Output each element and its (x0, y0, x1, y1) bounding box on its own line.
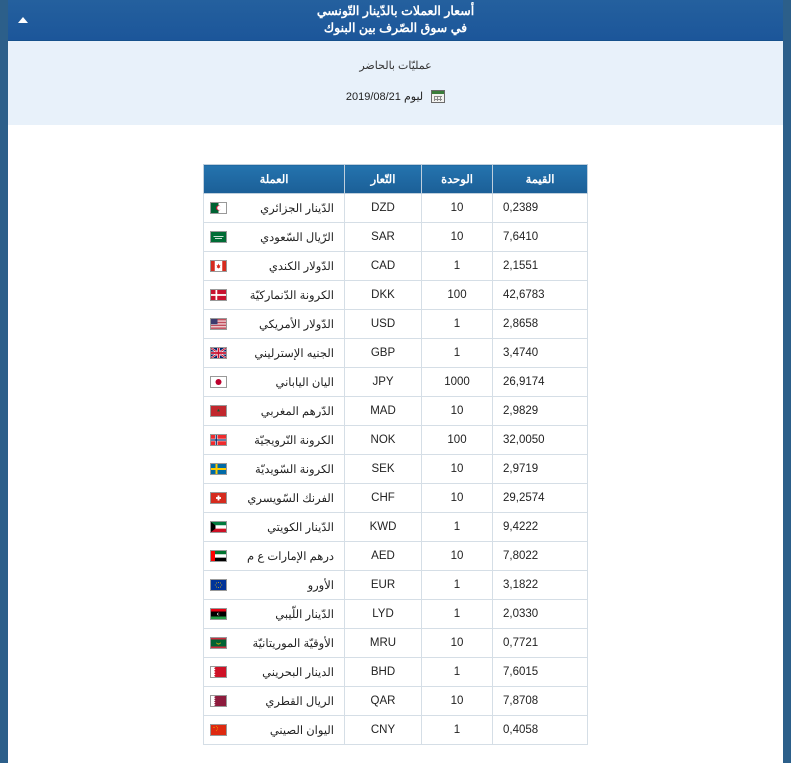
currency-label: الدّينار الكويتي (267, 522, 334, 534)
cell-currency (204, 194, 345, 223)
currency-label: الدّينار اللّيبي (275, 609, 334, 621)
currency-label: الكرونة السّويديّة (254, 464, 334, 476)
table-row (204, 426, 588, 455)
page-title-line1: أسعار العملات بالدّينار التّونسي (316, 4, 475, 19)
cell-unit: 10 (422, 629, 493, 658)
cell-unit: 100 (422, 426, 493, 455)
cell-unit: 1 (422, 310, 493, 339)
flag-bahrain-icon (210, 666, 227, 678)
cell-value: 42,6783 (493, 281, 588, 310)
cell-unit: 10 (422, 397, 493, 426)
page-title (287, 3, 504, 37)
flag-norway-icon (210, 434, 227, 446)
cell-unit: 1 (422, 339, 493, 368)
cell-unit: 10 (422, 455, 493, 484)
flag-japan-icon (210, 376, 227, 388)
cell-currency (204, 600, 345, 629)
currency-label: الدّولار الأمريكي (259, 319, 334, 331)
table-row (204, 339, 588, 368)
cell-currency (204, 484, 345, 513)
table-row (204, 716, 588, 745)
cell-value: 0,2389 (493, 194, 588, 223)
cell-code: CHF (345, 484, 422, 513)
flag-uae-icon (210, 550, 227, 562)
table-row (204, 484, 588, 513)
cell-value: 32,0050 (493, 426, 588, 455)
flag-mauritania-icon (210, 637, 227, 649)
flag-eu-icon (210, 579, 227, 591)
cell-unit: 10 (422, 484, 493, 513)
cell-code: EUR (345, 571, 422, 600)
cell-code: QAR (345, 687, 422, 716)
cell-value: 2,1551 (493, 252, 588, 281)
cell-unit: 10 (422, 194, 493, 223)
cell-currency (204, 658, 345, 687)
currency-label: درهم الإمارات ع م (247, 551, 334, 563)
cell-unit: 1 (422, 600, 493, 629)
cell-value: 2,9829 (493, 397, 588, 426)
cell-code: CNY (345, 716, 422, 745)
cell-code: MRU (345, 629, 422, 658)
cell-currency (204, 397, 345, 426)
cell-code: USD (345, 310, 422, 339)
currency-label: الدّرهم المغربي (260, 406, 334, 418)
table-row (204, 397, 588, 426)
cell-unit: 10 (422, 687, 493, 716)
cell-value: 2,0330 (493, 600, 588, 629)
flag-qatar-icon (210, 695, 227, 707)
table-row (204, 281, 588, 310)
cell-currency (204, 426, 345, 455)
cell-unit: 100 (422, 281, 493, 310)
table-row (204, 455, 588, 484)
cell-currency (204, 281, 345, 310)
table-row (204, 223, 588, 252)
info-band (8, 41, 783, 126)
flag-usa-icon (210, 318, 227, 330)
cell-code: SAR (345, 223, 422, 252)
cell-code: DZD (345, 194, 422, 223)
currency-label: الأورو (307, 580, 334, 592)
cell-currency (204, 542, 345, 571)
currency-label: اليان الياباني (275, 377, 334, 389)
cell-unit: 1 (422, 252, 493, 281)
cell-value: 7,6410 (493, 223, 588, 252)
cell-currency (204, 629, 345, 658)
flag-switzerland-icon (210, 492, 227, 504)
cell-unit: 1 (422, 658, 493, 687)
cell-currency (204, 455, 345, 484)
cell-value: 9,4222 (493, 513, 588, 542)
cell-unit: 10 (422, 223, 493, 252)
cell-currency (204, 716, 345, 745)
currency-label: الدّولار الكندي (268, 261, 334, 273)
table-row (204, 368, 588, 397)
table-row (204, 513, 588, 542)
currency-label: الجنيه الإسترليني (254, 348, 334, 360)
flag-algeria-icon (210, 202, 227, 214)
currency-label: الفرنك السّويسري (247, 493, 334, 505)
column-header-code: التّعار (345, 165, 422, 194)
cell-code: SEK (345, 455, 422, 484)
cell-value: 2,9719 (493, 455, 588, 484)
date-label: ليوم 2019/08/21 (345, 91, 424, 103)
bottom-spacer (8, 745, 783, 763)
cell-unit: 1000 (422, 368, 493, 397)
currency-label: الكرونة النّرويجيّة (254, 435, 334, 447)
cell-code: BHD (345, 658, 422, 687)
table-body (204, 194, 588, 745)
cell-currency (204, 223, 345, 252)
page-header (8, 0, 783, 41)
calendar-icon[interactable] (431, 90, 445, 103)
cell-code: MAD (345, 397, 422, 426)
table-row (204, 571, 588, 600)
flag-canada-icon (210, 260, 227, 272)
cell-value: 7,8708 (493, 687, 588, 716)
flag-sweden-icon (210, 463, 227, 475)
cell-unit: 1 (422, 571, 493, 600)
cell-value: 0,4058 (493, 716, 588, 745)
flag-uk-icon (210, 347, 227, 359)
cell-value: 29,2574 (493, 484, 588, 513)
cell-value: 7,8022 (493, 542, 588, 571)
cell-value: 26,9174 (493, 368, 588, 397)
cell-unit: 1 (422, 513, 493, 542)
table-row (204, 658, 588, 687)
column-header-value: القيمة (493, 165, 588, 194)
cell-code: JPY (345, 368, 422, 397)
cell-value: 3,4740 (493, 339, 588, 368)
main-content (8, 126, 783, 745)
currency-label: اليوان الصيني (269, 725, 334, 737)
cell-unit: 1 (422, 716, 493, 745)
flag-saudi-arabia-icon (210, 231, 227, 243)
flag-morocco-icon (210, 405, 227, 417)
currency-label: الدّينار الجزائري (260, 203, 334, 215)
cell-currency (204, 687, 345, 716)
cell-code: NOK (345, 426, 422, 455)
cell-currency (204, 368, 345, 397)
column-header-unit: الوحدة (422, 165, 493, 194)
table-header-row (204, 165, 588, 194)
cell-unit: 10 (422, 542, 493, 571)
cell-code: KWD (345, 513, 422, 542)
column-header-currency: العملة (204, 165, 345, 194)
table-row (204, 629, 588, 658)
flag-denmark-icon (210, 289, 227, 301)
table-row (204, 310, 588, 339)
cell-currency (204, 252, 345, 281)
currency-label: الكرونة الدّنماركيّة (249, 290, 334, 302)
triangle-up-icon[interactable] (18, 17, 28, 23)
table-row (204, 600, 588, 629)
flag-libya-icon (210, 608, 227, 620)
currency-label: الأوقيّة الموريتانيّة (252, 638, 334, 650)
operations-subtitle: عمليّات بالحاضر (359, 60, 432, 72)
flag-kuwait-icon (210, 521, 227, 533)
currency-label: الريال القطري (265, 696, 334, 708)
cell-value: 3,1822 (493, 571, 588, 600)
page-title-line2: في سوق الصّرف بين البنوك (323, 21, 468, 35)
cell-value: 0,7721 (493, 629, 588, 658)
exchange-rates-table (203, 164, 588, 745)
cell-currency (204, 513, 345, 542)
cell-code: DKK (345, 281, 422, 310)
cell-code: GBP (345, 339, 422, 368)
cell-currency (204, 571, 345, 600)
table-row (204, 542, 588, 571)
currency-label: الدينار البحريني (262, 667, 334, 679)
flag-china-icon (210, 724, 227, 736)
cell-code: AED (345, 542, 422, 571)
currency-label: الرّيال السّعودي (260, 232, 334, 244)
cell-currency (204, 339, 345, 368)
cell-code: LYD (345, 600, 422, 629)
table-row (204, 194, 588, 223)
table-row (204, 252, 588, 281)
date-row (8, 90, 783, 103)
cell-value: 7,6015 (493, 658, 588, 687)
cell-currency (204, 310, 345, 339)
cell-value: 2,8658 (493, 310, 588, 339)
cell-code: CAD (345, 252, 422, 281)
table-row (204, 687, 588, 716)
